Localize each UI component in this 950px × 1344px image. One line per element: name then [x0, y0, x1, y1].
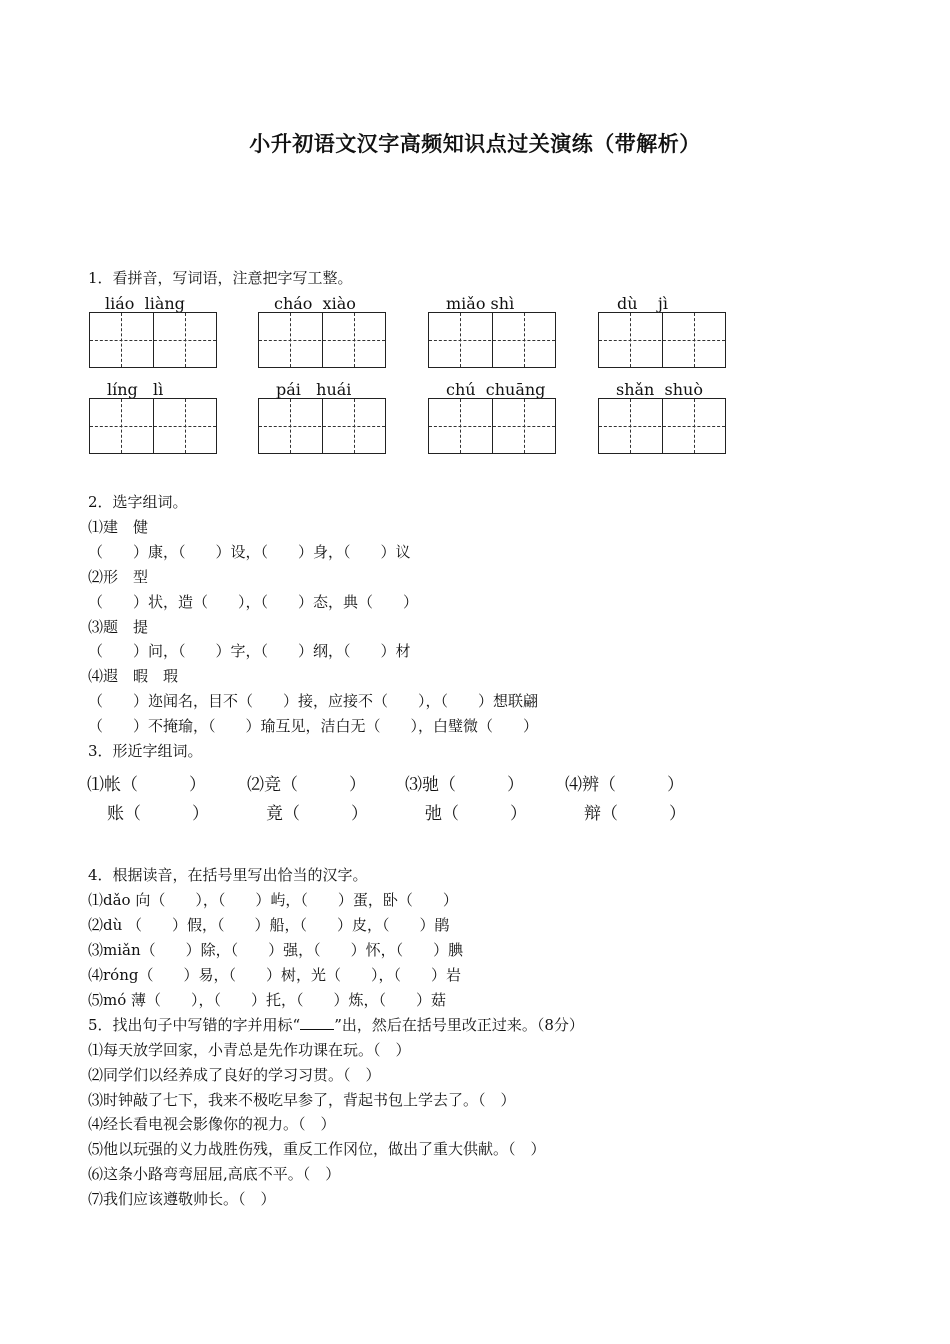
writing-grid[interactable] — [428, 312, 556, 368]
q3-item: ⑵竞（ ） — [247, 775, 366, 795]
q5-prompt-end: ”出，然后在括号里改正过来。（8分） — [334, 1016, 584, 1034]
q3-item: 辩（ ） — [584, 804, 686, 824]
writing-grid[interactable] — [89, 312, 217, 368]
q5-line: ⑵同学们以经养成了良好的学习习贯。（ ） — [88, 1066, 381, 1084]
page-title: 小升初语文汉字高频知识点过关演练（带解析） — [249, 132, 701, 156]
writing-grid[interactable] — [598, 312, 726, 368]
q2-prompt: 2．选字组词。 — [88, 493, 188, 511]
q3-prompt: 3．形近字组词。 — [88, 742, 203, 760]
q2-line: ⑷遐 暇 瑕 — [88, 667, 179, 685]
writing-grid[interactable] — [89, 398, 217, 454]
pinyin-label: miǎo shì — [446, 294, 515, 313]
q4-line: ⑶miǎn（ ）除，（ ）强，（ ）怀，（ ）腆 — [88, 941, 464, 959]
q3-item: ⑶驰（ ） — [405, 775, 524, 795]
pinyin-label: dù jì — [617, 294, 668, 313]
pinyin-label: shǎn shuò — [616, 380, 703, 399]
q5-line: ⑹这条小路弯弯屈屈,高底不平。（ ） — [88, 1165, 341, 1183]
q5-line: ⑶时钟敲了七下，我来不极吃早参了，背起书包上学去了。（ ） — [88, 1091, 516, 1109]
q2-line: ⑴建 健 — [88, 518, 149, 536]
q5-line: ⑷经长看电视会影像你的视力。（ ） — [88, 1115, 336, 1133]
writing-grid[interactable] — [258, 398, 386, 454]
underline-mark — [300, 1017, 334, 1030]
q5-line: ⑸他以玩强的义力战胜伤残，重反工作冈位，做出了重大供献。（ ） — [88, 1140, 546, 1158]
q2-line: （ ）康，（ ）设，（ ）身，（ ）议 — [88, 543, 411, 561]
q2-line: （ ）不掩瑜，（ ）瑜互见，洁白无（ ），白璧微（ ） — [88, 717, 539, 735]
q3-item: ⑴帐（ ） — [87, 775, 206, 795]
q2-line: （ ）问，（ ）字，（ ）纲，（ ）材 — [88, 642, 411, 660]
q5-prompt — [88, 1015, 584, 1035]
q2-line: ⑶题 提 — [88, 618, 149, 636]
writing-grid[interactable] — [428, 398, 556, 454]
q3-item: 弛（ ） — [425, 804, 527, 824]
q3-item: ⑷辨（ ） — [565, 775, 684, 795]
writing-grid[interactable] — [258, 312, 386, 368]
q1-prompt: 1．看拼音，写词语，注意把字写工整。 — [88, 269, 353, 287]
q5-line: ⑴每天放学回家，小青总是先作功课在玩。（ ） — [88, 1041, 411, 1059]
q4-line: ⑴dǎo 向（ ），（ ）屿，（ ）蛋，卧（ ） — [88, 891, 458, 909]
q4-line: ⑵dù （ ）假，（ ）船，（ ）皮，（ ）鹃 — [88, 916, 450, 934]
q2-line: （ ）迩闻名，目不（ ）接，应接不（ ），（ ）想联翩 — [88, 692, 539, 710]
q5-line: ⑺我们应该遵敬帅长。（ ） — [88, 1190, 276, 1208]
pinyin-label: chú chuāng — [446, 380, 546, 399]
q2-line: ⑵形 型 — [88, 568, 149, 586]
pinyin-label: cháo xiào — [274, 294, 356, 313]
pinyin-label: liáo liàng — [105, 294, 185, 313]
pinyin-label: líng lì — [107, 380, 164, 399]
writing-grid[interactable] — [598, 398, 726, 454]
pinyin-label: pái huái — [276, 380, 352, 399]
q5-prompt-start: 5．找出句子中写错的字并用标“ — [88, 1016, 301, 1034]
q4-line: ⑸mó 薄（ ），（ ）托，（ ）炼，（ ）菇 — [88, 991, 447, 1009]
q2-line: （ ）状，造（ ），（ ）态，典（ ） — [88, 593, 419, 611]
q4-line: ⑷róng（ ）易，（ ）树，光（ ），（ ）岩 — [88, 966, 461, 984]
q4-prompt: 4．根据读音，在括号里写出恰当的汉字。 — [88, 866, 368, 884]
q3-item: 账（ ） — [107, 804, 209, 824]
q3-item: 竟（ ） — [266, 804, 368, 824]
